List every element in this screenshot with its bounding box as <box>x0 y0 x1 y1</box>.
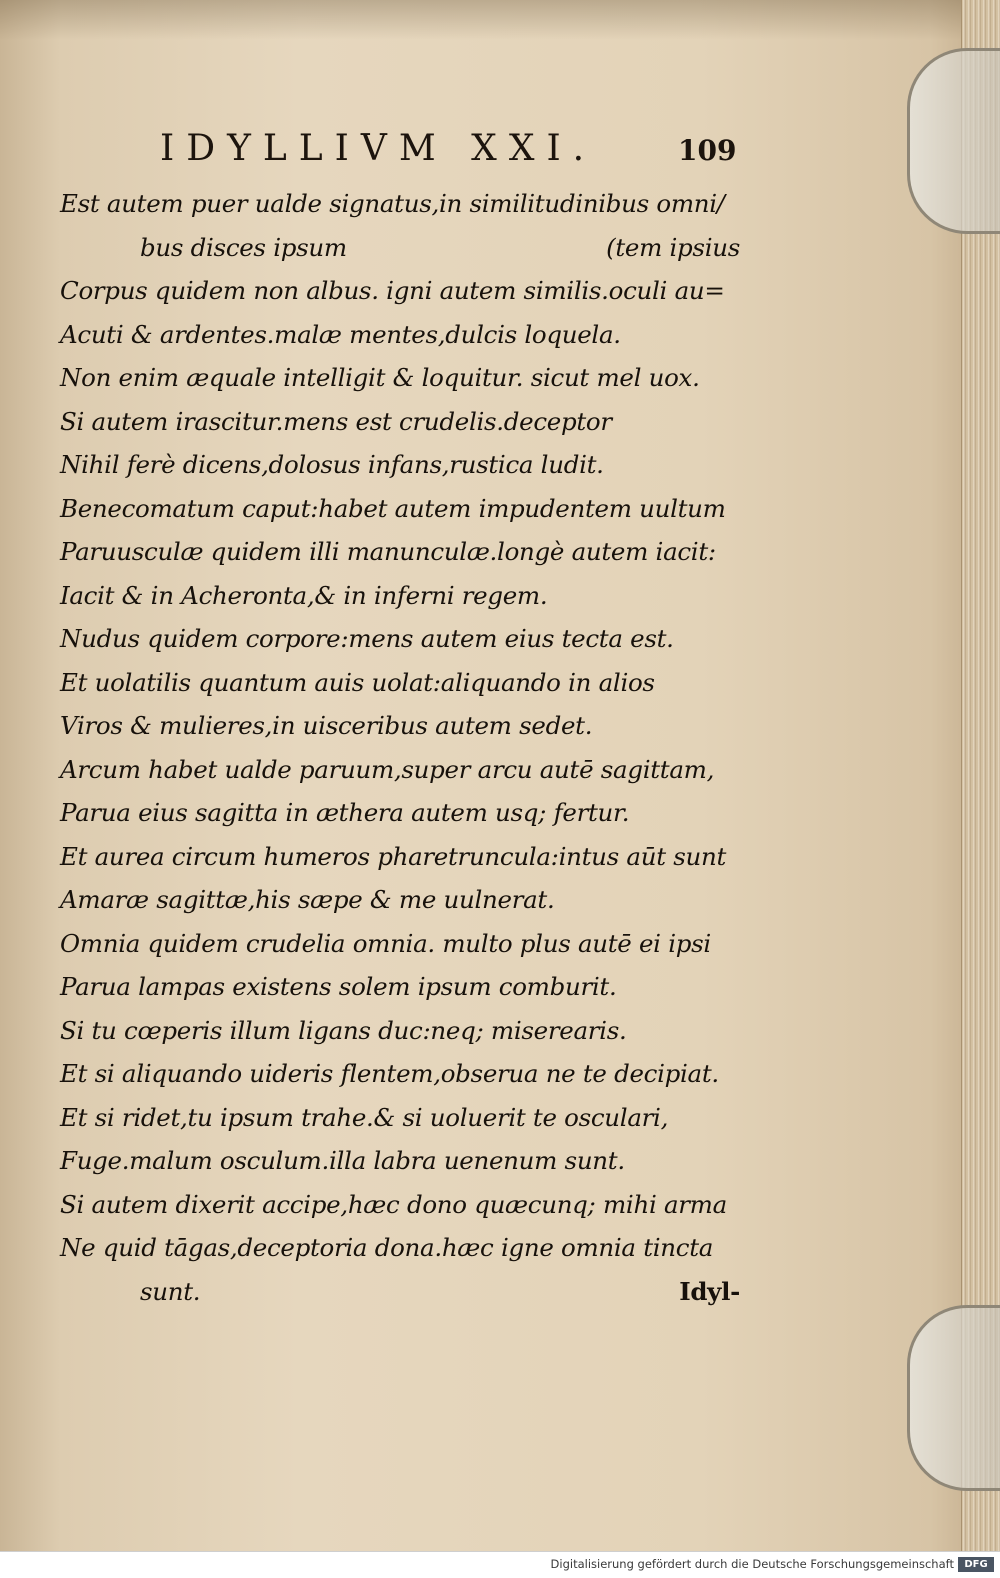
text-line: Ne quid tāgas,deceptoria dona.hæc igne omnia tincta <box>60 1233 714 1262</box>
text-line: Benecomatum caput:habet autem impudentem uultum <box>60 493 726 523</box>
text-line: Est autem puer ualde signatus,in similitudinibus omni/ <box>60 189 725 218</box>
text-line-main: bus disces ipsum <box>140 232 347 262</box>
text-line: Non enim æquale intelligit & loquitur. sicut mel uox. <box>60 363 700 392</box>
digitization-footer <box>0 1551 1000 1578</box>
text-line: Corpus quidem non albus. igni autem similis.oculi au= <box>60 276 725 305</box>
text-line: Parua lampas existens solem ipsum comburit. <box>60 972 617 1001</box>
side-note: (tem ipsius <box>606 232 740 262</box>
text-line: Paruusculæ quidem illi manunculæ.longè autem iacit: <box>60 537 716 566</box>
text-line: Nudus quidem corpore:mens autem eius tecta est. <box>60 624 674 653</box>
footer-credit: Digitalisierung gefördert durch die Deutsche Forschungsgemeinschaft <box>550 1557 954 1571</box>
text-line: Omnia quidem crudelia omnia. multo plus autē ei ipsi <box>60 928 711 958</box>
text-line <box>60 226 740 270</box>
folio-number: 109 <box>678 134 737 167</box>
text-line: Et si aliquando uideris flentem,obserua ne te decipiat. <box>60 1059 719 1088</box>
text-line: Fuge.malum osculum.illa labra uenenum sunt. <box>60 1146 625 1175</box>
text-line: Et uolatilis quantum auis uolat:aliquando in alios <box>60 667 655 697</box>
text-line <box>60 1270 740 1314</box>
text-line: Viros & mulieres,in uisceribus autem sedet. <box>60 711 593 740</box>
text-line: Et si ridet,tu ipsum trahe.& si uoluerit te osculari, <box>60 1102 669 1132</box>
text-line: Si autem irascitur.mens est crudelis.deceptor <box>60 406 612 436</box>
text-line: Acuti & ardentes.malæ mentes,dulcis loquela. <box>60 319 621 349</box>
page-header <box>160 128 740 178</box>
text-line: Iacit & in Acheronta,& in inferni regem. <box>60 580 548 610</box>
dfg-logo-icon: DFG <box>958 1557 994 1572</box>
page-shadow <box>0 0 1000 40</box>
text-line: Et aurea circum humeros pharetruncula:intus aūt sunt <box>60 841 726 871</box>
text-line: Arcum habet ualde paruum,super arcu autē sagittam, <box>60 754 715 784</box>
catchword: Idyl- <box>679 1276 740 1306</box>
text-line: Nihil ferè dicens,dolosus infans,rustica ludit. <box>60 450 604 479</box>
page-clip-bottom <box>907 1305 1000 1491</box>
page-clip-top <box>907 48 1000 234</box>
running-title: IDYLLIVM XXI. <box>160 128 597 169</box>
text-line: Amaræ sagittæ,his sæpe & me uulnerat. <box>60 885 555 914</box>
text-line: Si tu cœperis illum ligans duc:neq; miserearis. <box>60 1015 627 1045</box>
text-line: Si autem dixerit accipe,hæc dono quæcunq; mihi arma <box>60 1189 727 1219</box>
text-line: Parua eius sagitta in æthera autem usq; fertur. <box>60 798 630 827</box>
text-line-main: sunt. <box>140 1276 201 1306</box>
text-block <box>60 182 740 1313</box>
